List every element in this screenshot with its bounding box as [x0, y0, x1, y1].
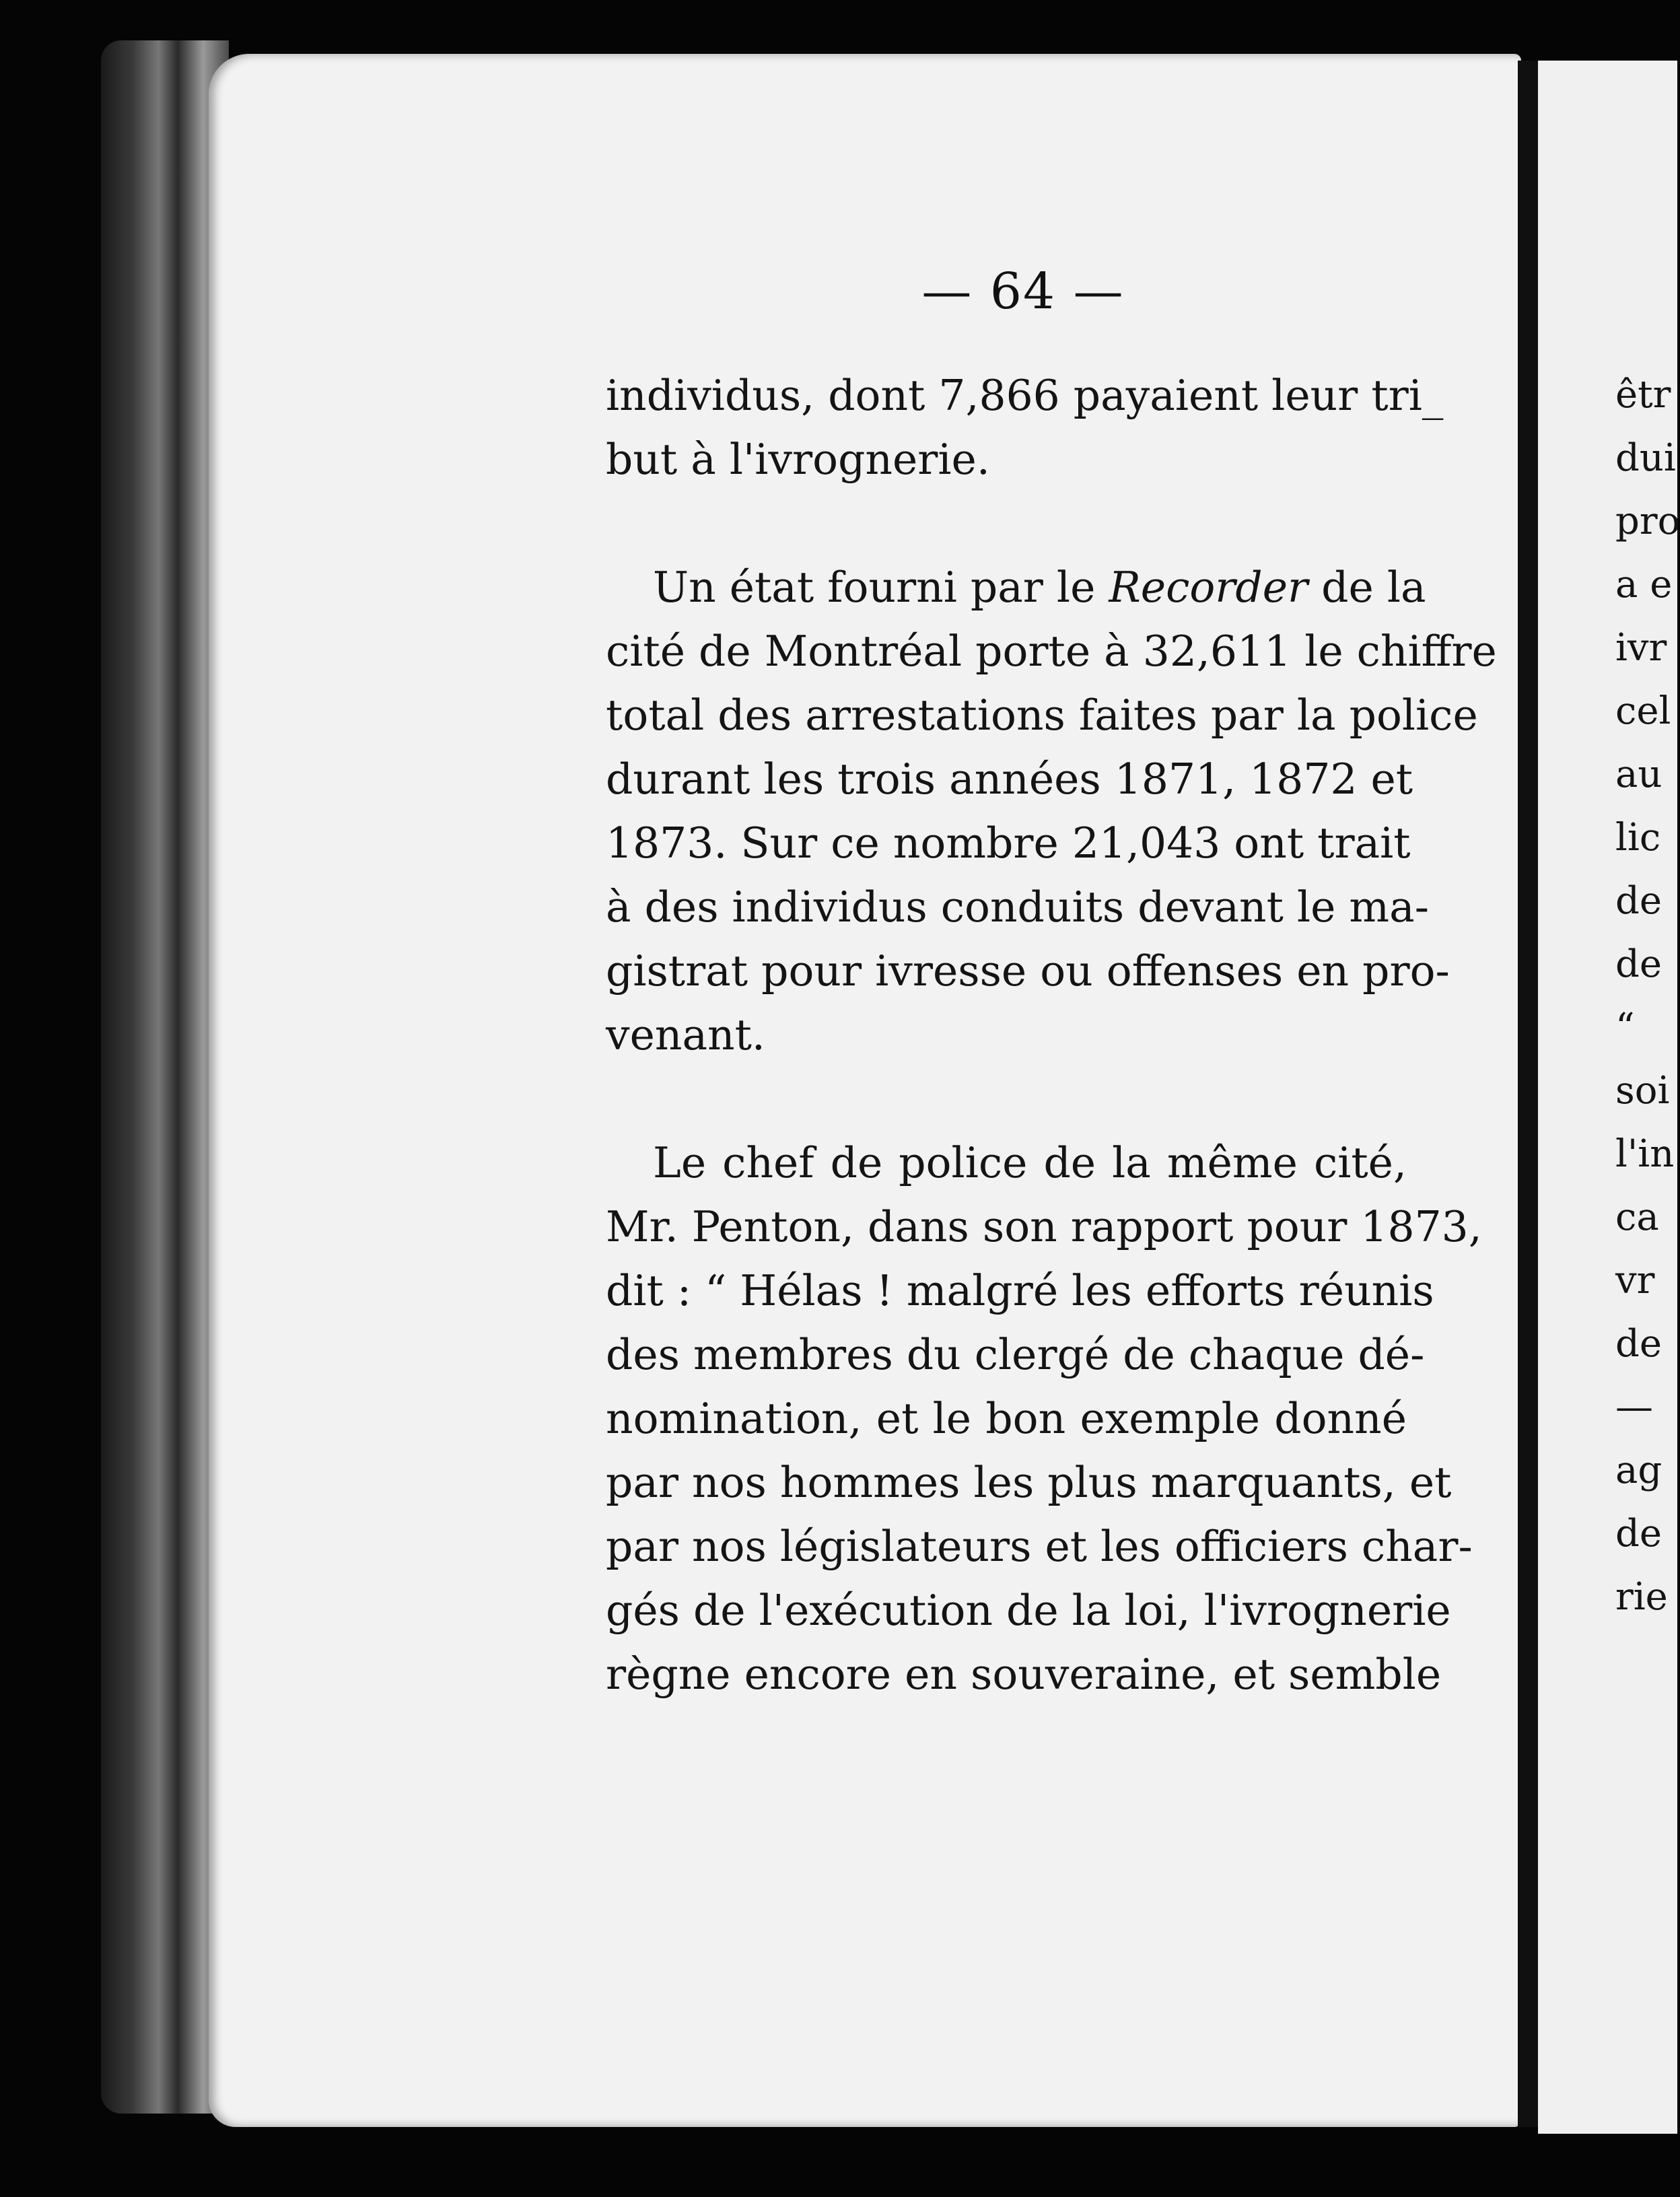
text-line: règne encore en souveraine, et semble: [606, 1650, 1442, 1699]
edge-fragment: êtr: [1615, 373, 1671, 417]
edge-fragment: de: [1615, 1322, 1662, 1366]
edge-fragment: lic: [1615, 816, 1661, 860]
text-line: Le chef de police de la même cité,: [653, 1138, 1407, 1187]
left-page-text: [606, 363, 1497, 1706]
text-line: par nos hommes les plus marquants, et: [606, 1458, 1452, 1507]
recorder-italic: Recorder: [1109, 563, 1308, 612]
text-line: but à l'ivrognerie.: [606, 435, 990, 484]
text-span: de la: [1308, 563, 1426, 612]
text-line: cité de Montréal porte à 32,611 le chiffre: [606, 627, 1497, 676]
edge-fragment: au: [1615, 753, 1663, 796]
edge-fragment: l'in: [1615, 1132, 1675, 1176]
edge-fragment: de: [1615, 879, 1662, 923]
right-page-text-fragments: [1615, 363, 1680, 1629]
edge-fragment: rie: [1615, 1575, 1668, 1619]
text-line: gistrat pour ivresse ou offenses en pro-: [606, 946, 1450, 996]
text-line: dit : “ Hélas ! malgré les efforts réunis: [606, 1266, 1434, 1315]
text-line: gés de l'exécution de la loi, l'ivrognerie: [606, 1586, 1451, 1635]
text-line: individus, dont 7,866 payaient leur tri_: [606, 371, 1444, 420]
edge-fragment: de: [1615, 1512, 1662, 1556]
edge-fragment: ag: [1615, 1449, 1663, 1492]
text-line: [606, 555, 1426, 619]
page-number: — 64 —: [921, 263, 1125, 320]
edge-fragment: “: [1615, 1006, 1635, 1049]
edge-fragment: —: [1615, 1385, 1653, 1429]
text-line: nomination, et le bon exemple donné: [606, 1394, 1407, 1443]
edge-fragment: pro: [1615, 499, 1680, 543]
edge-fragment: soi: [1615, 1069, 1670, 1113]
text-line: des membres du clergé de chaque dé-: [606, 1330, 1425, 1379]
text-line: 1873. Sur ce nombre 21,043 ont trait: [606, 818, 1411, 868]
page-gutter: [1518, 61, 1538, 2127]
text-line: durant les trois années 1871, 1872 et: [606, 755, 1413, 804]
edge-fragment: dui: [1615, 436, 1676, 480]
text-span: Un état fourni par le: [653, 563, 1109, 612]
text-line: total des arrestations faites par la police: [606, 691, 1478, 740]
edge-fragment: cel: [1615, 689, 1671, 733]
text-line: venant.: [606, 1010, 765, 1059]
edge-fragment: vr: [1615, 1259, 1655, 1302]
edge-fragment: ivr: [1615, 626, 1667, 670]
edge-fragment: de: [1615, 942, 1662, 986]
text-line: par nos législateurs et les officiers char-: [606, 1522, 1473, 1571]
text-line: à des individus conduits devant le ma-: [606, 882, 1429, 932]
edge-fragment: a e: [1615, 563, 1673, 606]
edge-fragment: ca: [1615, 1195, 1659, 1239]
text-line: Mr. Penton, dans son rapport pour 1873,: [606, 1202, 1482, 1251]
